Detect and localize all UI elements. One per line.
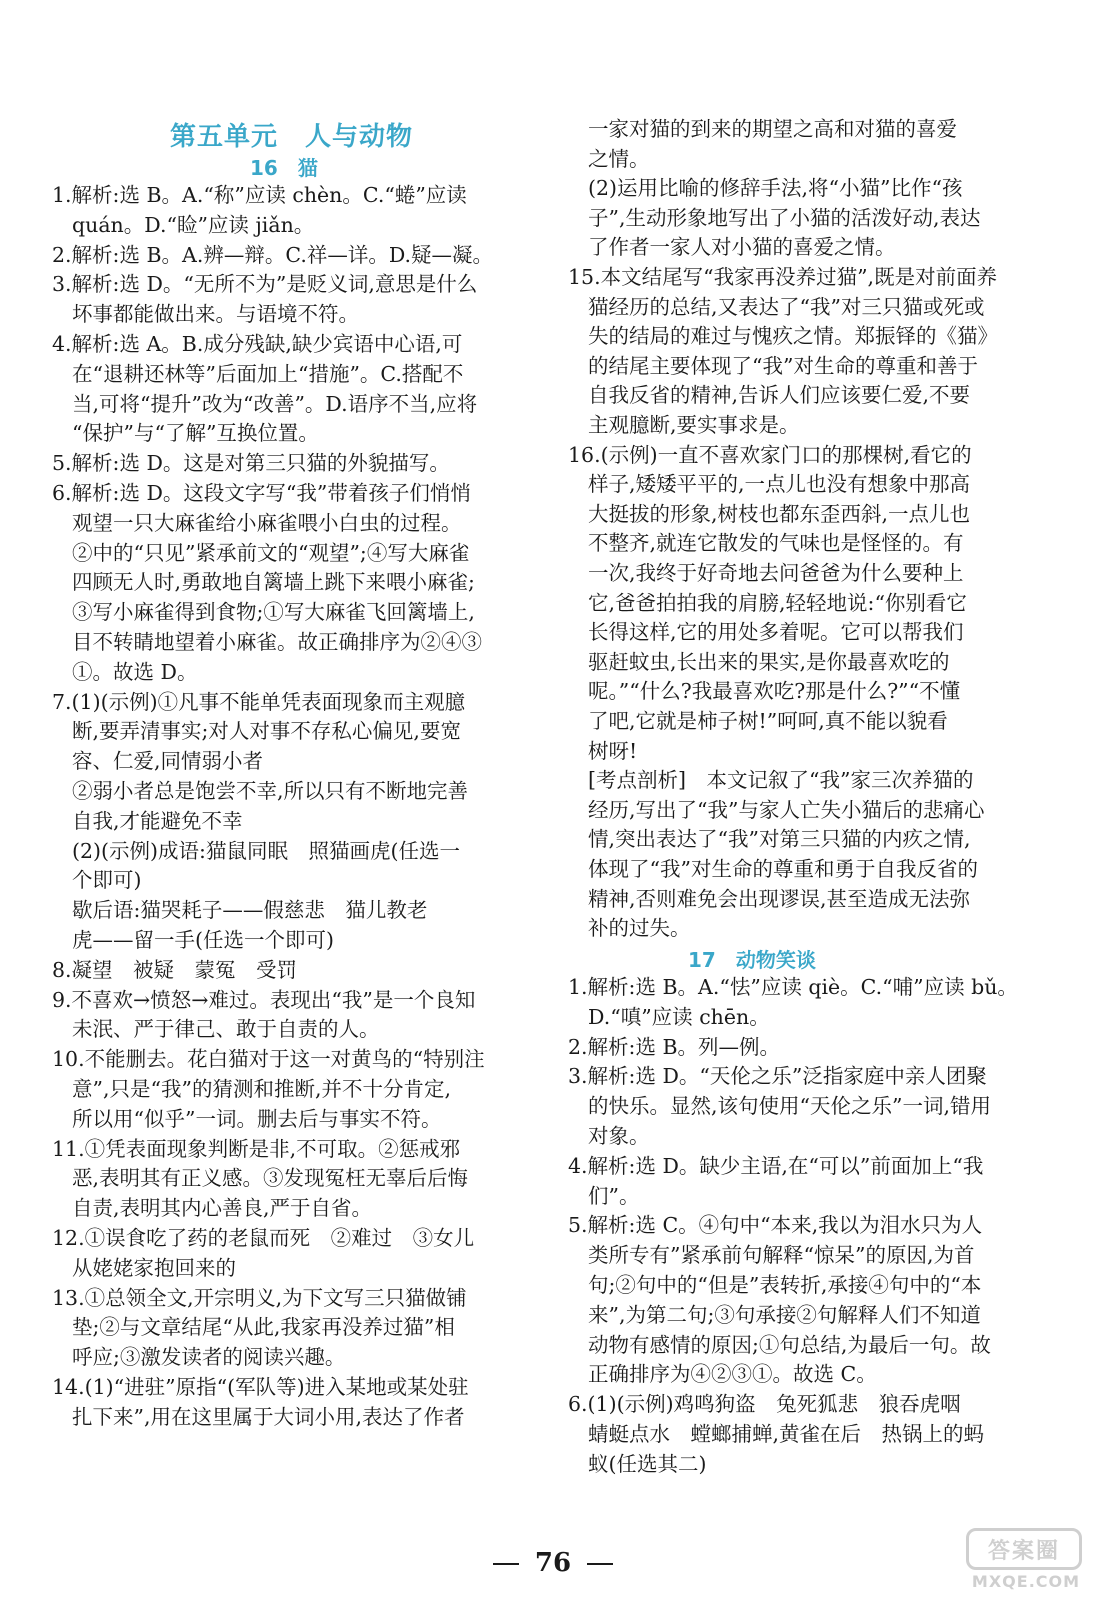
text-line: 未泯、严于律己、敢于自责的人。 bbox=[72, 1017, 380, 1042]
text-line: 树呀! bbox=[588, 738, 638, 763]
text-line: 自我反省的精神,告诉人们应该要仁爱,不要 bbox=[588, 383, 971, 408]
text-line: 对象。 bbox=[588, 1124, 650, 1148]
text-line: 恶,表明其有正义感。③发现冤枉无辜后后悔 bbox=[72, 1166, 469, 1191]
text-line: 失的结局的难过与愧疚之情。郑振铎的《猫》 bbox=[588, 324, 998, 349]
text-line: ③写小麻雀得到食物;①写大麻雀飞回篱墙上, bbox=[72, 600, 475, 625]
text-line: 5.解析:选 C。④句中“本来,我以为泪水只为人 bbox=[568, 1213, 983, 1238]
text-line: ②弱小者总是饱尝不幸,所以只有不断地完善 bbox=[72, 779, 469, 803]
text-line: “保护”与“了解”互换位置。 bbox=[72, 421, 319, 446]
text-line: 自责,表明其内心善良,严于自省。 bbox=[72, 1196, 373, 1221]
page-number-footer bbox=[0, 1548, 1106, 1578]
text-line: 6.(1)(示例)鸡鸣狗盗 兔死狐悲 狼吞虎咽 bbox=[568, 1392, 961, 1417]
text-line: 之情。 bbox=[588, 146, 650, 171]
text-line: ②中的“只见”紧承前文的“观望”;④写大麻雀 bbox=[72, 540, 470, 565]
text-line: 所以用“似乎”一词。删去后与事实不符。 bbox=[72, 1106, 442, 1131]
text-line: 个即可) bbox=[72, 868, 142, 893]
text-line: 9.不喜欢→愤怒→难过。表现出“我”是一个良知 bbox=[52, 987, 476, 1012]
text-line: 呢。”“什么?我最喜欢吃?那是什么?”“不懂 bbox=[588, 679, 961, 704]
text-line: 目不转睛地望着小麻雀。故正确排序为②④③ bbox=[72, 630, 482, 654]
text-line: 一家对猫的到来的期望之高和对猫的喜爱 bbox=[588, 117, 957, 141]
text-line: 2.解析:选 B。列—例。 bbox=[568, 1034, 781, 1059]
text-line: 精神,否则难免会出现谬误,甚至造成无法弥 bbox=[588, 886, 971, 911]
text-line: 虎——留一手(任选一个即可) bbox=[72, 928, 334, 952]
text-line: 们”。 bbox=[588, 1183, 640, 1208]
text-line: 经历,写出了“我”与家人亡失小猫后的悲痛心 bbox=[588, 797, 985, 822]
text-line: 4.解析:选 A。B.成分残缺,缺少宾语中心语,可 bbox=[52, 332, 463, 356]
text-line: 当,可将“提升”改为“改善”。D.语序不当,应将 bbox=[72, 391, 478, 416]
page-number: 76 bbox=[534, 1548, 572, 1578]
text-line: 情,突出表达了“我”对第三只猫的内疚之情, bbox=[588, 827, 971, 852]
text-line: 补的过失。 bbox=[588, 916, 691, 941]
text-line: 11.①凭表面现象判断是非,不可取。②惩戒邪 bbox=[52, 1136, 461, 1161]
text-line: 动物有感情的原因;①句总结,为最后一句。故 bbox=[588, 1332, 991, 1357]
section-title-16: 16 猫 bbox=[250, 156, 318, 180]
text-line: 8.凝望 被疑 蒙冤 受罚 bbox=[52, 957, 298, 982]
text-line: 垫;②与文章结尾“从此,我家再没养过猫”相 bbox=[72, 1315, 455, 1340]
text-line: 5.解析:选 D。这是对第三只猫的外貌描写。 bbox=[52, 451, 450, 476]
text-line: 的结尾主要体现了“我”对生命的尊重和善于 bbox=[588, 353, 978, 378]
text-line: 类所专有”紧承前句解释“惊呆”的原因,为首 bbox=[588, 1243, 975, 1268]
text-line: 呼应;③激发读者的阅读兴趣。 bbox=[72, 1345, 346, 1370]
text-line: 主观臆断,要实事求是。 bbox=[588, 413, 800, 437]
watermark-logo: 答案圈 bbox=[966, 1528, 1082, 1570]
text-line: (2)(示例)成语:猫鼠同眠 照猫画虎(任选一 bbox=[72, 838, 460, 863]
footer-dash-right bbox=[587, 1563, 613, 1565]
text-line: quán。D.“睑”应读 jiǎn。 bbox=[72, 212, 315, 237]
text-line: 子”,生动形象地写出了小猫的活泼好动,表达 bbox=[588, 205, 981, 230]
text-line: 四顾无人时,勇敢地自篱墙上跳下来喂小麻雀; bbox=[72, 570, 475, 595]
text-line: 1.解析:选 B。A.“称”应读 chèn。C.“蜷”应读 bbox=[52, 183, 467, 207]
text-line: 16.(示例)一直不喜欢家门口的那棵树,看它的 bbox=[568, 442, 972, 467]
text-line: 歇后语:猫哭耗子——假慈悲 猫儿教老 bbox=[72, 898, 428, 923]
text-line: D.“嗔”应读 chēn。 bbox=[588, 1004, 770, 1029]
text-line: 3.解析:选 D。“天伦之乐”泛指家庭中亲人团聚 bbox=[568, 1064, 987, 1089]
text-line: 句;②句中的“但是”表转折,承接④句中的“本 bbox=[588, 1273, 982, 1297]
text-line: 正确排序为④②③①。故选 C。 bbox=[588, 1362, 877, 1387]
text-line: 大挺拔的形象,树枝也都东歪西斜,一点儿也 bbox=[588, 501, 971, 526]
text-line: 驱赶蚊虫,长出来的果实,是你最喜欢吃的 bbox=[588, 649, 950, 674]
text-line: 15.本文结尾写“我家再没养过猫”,既是对前面养 bbox=[568, 265, 998, 289]
text-line: 12.①误食吃了药的老鼠而死 ②难过 ③女儿 bbox=[52, 1226, 475, 1250]
text-line: ①。故选 D。 bbox=[72, 659, 198, 684]
text-line: 扎下来”,用在这里属于大词小用,表达了作者 bbox=[72, 1404, 465, 1429]
text-line: 14.(1)“进驻”原指“(军队等)进入某地或某处驻 bbox=[52, 1375, 469, 1399]
text-line: 4.解析:选 D。缺少主语,在“可以”前面加上“我 bbox=[568, 1153, 984, 1178]
text-line: 一次,我终于好奇地去问爸爸为什么要种上 bbox=[588, 561, 964, 585]
text-line: 断,要弄清事实;对人对事不存私心偏见,要宽 bbox=[72, 719, 461, 744]
text-line: 1.解析:选 B。A.“怯”应读 qiè。C.“哺”应读 bǔ。 bbox=[568, 975, 1018, 999]
section-title-17: 17 动物笑谈 bbox=[688, 948, 816, 972]
text-line: 意”,只是“我”的猜测和推断,并不十分肯定, bbox=[72, 1077, 451, 1101]
text-line: 蜻蜓点水 螳螂捕蝉,黄雀在后 热锅上的蚂 bbox=[588, 1422, 985, 1446]
footer-dash-left bbox=[493, 1563, 519, 1565]
text-line: 7.(1)(示例)①凡事不能单凭表面现象而主观臆 bbox=[52, 689, 466, 714]
text-line: 13.①总领全文,开宗明义,为下文写三只猫做铺 bbox=[52, 1285, 467, 1310]
text-line: 体现了“我”对生命的尊重和勇于自我反省的 bbox=[588, 857, 978, 881]
text-line: 了吧,它就是柿子树!”呵呵,真不能以貌看 bbox=[588, 709, 948, 733]
text-line: 从姥姥家抱回来的 bbox=[72, 1255, 236, 1280]
text-line: 坏事都能做出来。与语境不符。 bbox=[72, 302, 359, 327]
text-line: 自我,才能避免不幸 bbox=[72, 808, 243, 833]
watermark bbox=[966, 1528, 1086, 1590]
text-line: 的快乐。显然,该句使用“天伦之乐”一词,错用 bbox=[588, 1094, 991, 1119]
text-line: 长得这样,它的用处多着呢。它可以帮我们 bbox=[588, 620, 964, 645]
text-line: 不整齐,就连它散发的气味也是怪怪的。有 bbox=[588, 531, 964, 556]
text-line: (2)运用比喻的修辞手法,将“小猫”比作“孩 bbox=[588, 176, 963, 201]
text-line: 在“退耕还林等”后面加上“措施”。C.搭配不 bbox=[72, 361, 464, 386]
text-line: 它,爸爸拍拍我的肩膀,轻轻地说:“你别看它 bbox=[588, 590, 967, 615]
text-line: 6.解析:选 D。这段文字写“我”带着孩子们悄悄 bbox=[52, 481, 471, 505]
text-line: 猫经历的总结,又表达了“我”对三只猫或死或 bbox=[588, 294, 985, 319]
text-line: 了作者一家人对小猫的喜爱之情。 bbox=[588, 235, 896, 260]
text-line: 观望一只大麻雀给小麻雀喂小白虫的过程。 bbox=[72, 510, 462, 535]
text-line: 3.解析:选 D。“无所不为”是贬义词,意思是什么 bbox=[52, 272, 478, 297]
text-line: 蚁(任选其二) bbox=[588, 1451, 707, 1476]
unit-title: 第五单元 人与动物 bbox=[170, 122, 414, 152]
text-line: 容、仁爱,同情弱小者 bbox=[72, 749, 264, 774]
text-line: 2.解析:选 B。A.辨—辩。C.祥—详。D.疑—凝。 bbox=[52, 242, 494, 267]
text-line: 10.不能删去。花白猫对于这一对黄鸟的“特别注 bbox=[52, 1047, 485, 1072]
text-line: 来”,为第二句;③句承接②句解释人们不知道 bbox=[588, 1302, 981, 1327]
watermark-url: MXQE.COM bbox=[971, 1572, 1081, 1591]
text-line: [考点剖析] 本文记叙了“我”家三次养猫的 bbox=[588, 768, 974, 793]
text-line: 样子,矮矮平平的,一点儿也没有想象中那高 bbox=[588, 472, 971, 497]
